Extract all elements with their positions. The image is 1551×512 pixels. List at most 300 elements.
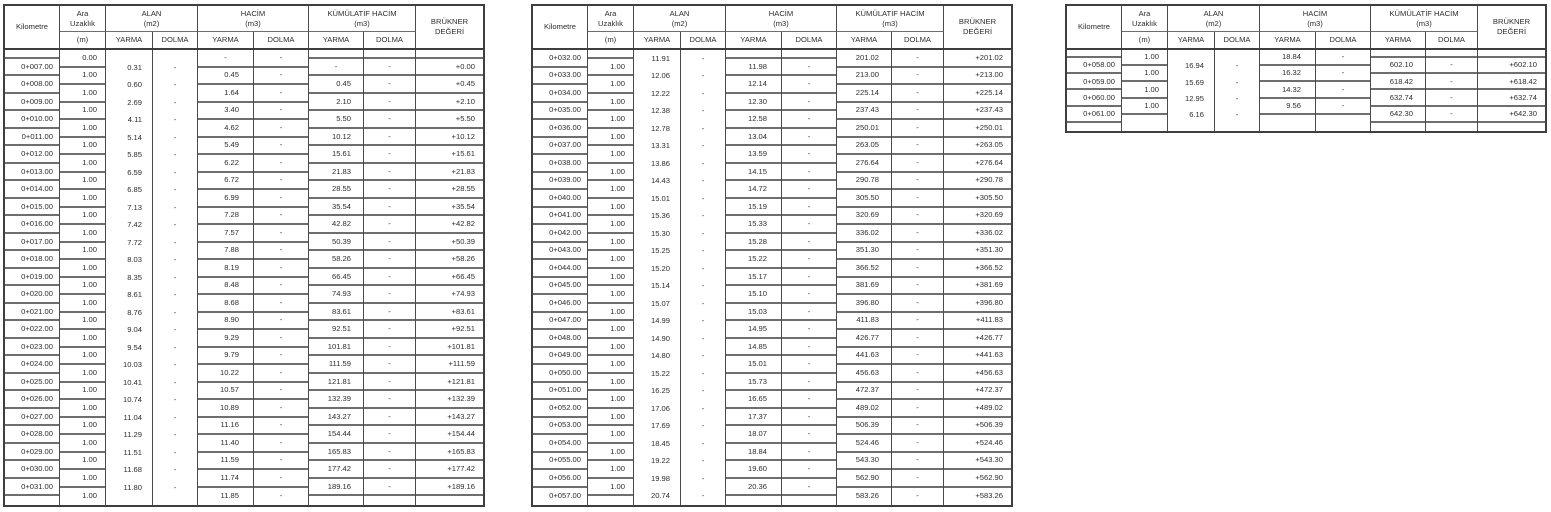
cell-kilometre: [5, 391, 59, 409]
cell-ara-uzaklik: [588, 59, 633, 77]
brukner-degeri-value: +562.90: [975, 472, 1003, 482]
cell-ara-uzaklik: [1122, 66, 1167, 82]
kumulatif-dolma-value: -: [388, 464, 391, 474]
cell-hacim-yarma: [1260, 66, 1315, 82]
header-alan-dolma: [153, 32, 198, 48]
alan-dolma-value: -: [173, 412, 177, 422]
cell-hacim-yarma: [198, 435, 253, 453]
cell-alan-dolma: [153, 50, 197, 59]
brukner-degeri-value: +396.80: [975, 297, 1003, 307]
alan-dolma-value: -: [173, 290, 177, 300]
kumulatif-yarma-value: 143.27: [327, 411, 351, 421]
ara-uzaklik-value: 1.00: [610, 219, 625, 229]
kumulatif-dolma-value: -: [388, 481, 391, 491]
header-dolma-label: DOLMA: [1437, 35, 1465, 45]
column-alan-dolma: [153, 50, 198, 505]
ara-uzaklik-value: 1.00: [82, 385, 97, 395]
hacim-dolma-value: -: [807, 446, 811, 456]
cell-kumulatif-dolma: [364, 111, 415, 129]
cell-hacim-yarma: [198, 190, 253, 208]
column-brukner-degeri: [944, 50, 1011, 505]
cell-hacim-dolma: [254, 85, 308, 103]
cell-kumulatif-dolma: [364, 129, 415, 147]
cell-kilometre: [533, 278, 587, 296]
alan-dolma-value: -: [701, 491, 705, 501]
header-yarma-label: YARMA: [212, 35, 239, 45]
cell-brukner-degeri: [944, 50, 1011, 68]
alan-yarma-value: 8.35: [127, 272, 142, 282]
header-ara-unit-label: (m): [1138, 35, 1151, 45]
column-kilometre: [5, 50, 60, 505]
cell-brukner-degeri: [416, 234, 483, 252]
cell-kumulatif-yarma: [837, 295, 891, 313]
cell-kumulatif-yarma: [837, 418, 891, 436]
header-dolma-label: DOLMA: [1329, 35, 1357, 45]
alan-yarma-value: 5.85: [127, 150, 142, 160]
cell-kumulatif-dolma: [364, 374, 415, 392]
kumulatif-dolma-value: -: [916, 87, 919, 97]
header-kilometre-label: Kilometre: [1077, 22, 1111, 32]
alan-dolma-value: -: [173, 325, 177, 335]
alan-yarma-value: 11.80: [123, 482, 142, 492]
brukner-degeri-value: +10.12: [451, 131, 475, 141]
hacim-yarma-value: 15.17: [747, 271, 767, 281]
alan-yarma-value: 17.69: [650, 421, 670, 431]
alan-yarma-value: 14.80: [650, 351, 670, 361]
hacim-yarma-value: 14.32: [1281, 84, 1301, 94]
hacim-yarma-value: 4.62: [224, 122, 239, 132]
cell-hacim-yarma: [198, 313, 253, 331]
kumulatif-yarma-value: 506.39: [855, 420, 879, 430]
cell-hacim-dolma: [254, 418, 308, 436]
ara-uzaklik-value: 1.00: [610, 341, 625, 351]
hacim-yarma-value: 11.74: [220, 472, 239, 482]
kumulatif-yarma-value: 456.63: [855, 367, 879, 377]
cell-hacim-yarma: [726, 374, 781, 392]
brukner-degeri-value: +642.30: [1509, 108, 1537, 118]
cell-alan-yarma: [106, 321, 152, 339]
cell-alan-yarma: [634, 488, 680, 506]
header-hacim-dolma: [782, 32, 837, 48]
alan-yarma-value: 15.69: [1184, 77, 1204, 87]
cell-hacim-yarma: [198, 418, 253, 436]
hacim-yarma-value: 12.58: [747, 114, 767, 124]
cell-kumulatif-dolma: [364, 391, 415, 409]
kilometre-value: 0+017.00: [21, 236, 53, 246]
cell-brukner-degeri: [416, 181, 483, 199]
brukner-degeri-value: +50.39: [451, 236, 475, 246]
header-kumulatif-yarma: [1371, 32, 1426, 48]
kilometre-value: 0+016.00: [21, 219, 53, 229]
alan-yarma-value: 12.22: [650, 88, 670, 98]
cell-hacim-yarma: [726, 129, 781, 147]
ara-uzaklik-value: 1.00: [610, 131, 625, 141]
ara-uzaklik-value: 1.00: [610, 166, 625, 176]
cell-alan-dolma: [153, 111, 197, 129]
kumulatif-dolma-value: -: [388, 341, 391, 351]
cell-kumulatif-dolma: [892, 85, 943, 103]
alan-dolma-value: -: [701, 316, 705, 326]
ara-uzaklik-value: 1.00: [82, 245, 97, 255]
header-hacim-unit: (m3): [1307, 18, 1323, 28]
hacim-yarma-value: 17.37: [747, 411, 767, 421]
column-hacim-yarma: [1260, 50, 1316, 131]
cell-kilometre: [5, 479, 59, 497]
header-hacim-group: [726, 6, 837, 32]
cell-kumulatif-dolma: [364, 269, 415, 287]
cell-brukner-degeri: [416, 94, 483, 112]
brukner-degeri-value: +583.26: [975, 491, 1003, 501]
header-ara-unit-label: (m): [76, 35, 89, 45]
cell-ara-uzaklik: [60, 295, 105, 313]
hacim-yarma-value: 18.84: [747, 446, 767, 456]
cell-hacim-dolma: [782, 251, 836, 269]
ara-uzaklik-value: 1.00: [82, 140, 97, 150]
cell-alan-dolma: [153, 356, 197, 374]
table-header: [533, 6, 1011, 50]
hacim-dolma-value: -: [1341, 100, 1345, 110]
cell-kumulatif-yarma: [309, 216, 363, 234]
alan-dolma-value: -: [701, 71, 705, 81]
cell-hacim-dolma: [782, 181, 836, 199]
cell-brukner-degeri: [1478, 50, 1545, 58]
alan-dolma-value: -: [701, 193, 705, 203]
kumulatif-dolma-value: -: [1450, 92, 1453, 102]
cell-kumulatif-yarma: [837, 488, 891, 506]
cell-hacim-dolma: [782, 164, 836, 182]
alan-yarma-value: 14.90: [650, 333, 670, 343]
hacim-yarma-value: 8.90: [224, 315, 239, 325]
cell-brukner-degeri: [416, 321, 483, 339]
cell-ara-uzaklik: [588, 496, 633, 505]
hacim-dolma-value: -: [807, 271, 811, 281]
cell-hacim-yarma: [726, 164, 781, 182]
hacim-yarma-value: 7.28: [224, 210, 239, 220]
ara-uzaklik-value: 1.00: [610, 464, 625, 474]
cell-alan-dolma: [681, 85, 725, 103]
ara-uzaklik-value: 1.00: [82, 87, 97, 97]
cell-kilometre: [5, 321, 59, 339]
kilometre-value: 0+044.00: [549, 262, 581, 272]
cell-hacim-yarma: [726, 111, 781, 129]
header-ara-unit: [60, 32, 106, 48]
cell-kumulatif-yarma: [309, 374, 363, 392]
kumulatif-yarma-value: 177.42: [327, 464, 351, 474]
cell-hacim-dolma: [254, 313, 308, 331]
cell-kumulatif-yarma: [1371, 58, 1425, 74]
alan-dolma-value: -: [701, 158, 705, 168]
cell-ara-uzaklik: [60, 208, 105, 226]
column-kumulatif-yarma: [837, 50, 892, 505]
cell-ara-uzaklik: [588, 199, 633, 217]
cell-brukner-degeri: [944, 418, 1011, 436]
kumulatif-yarma-value: 111.59: [328, 359, 351, 369]
kumulatif-yarma-value: 524.46: [855, 437, 879, 447]
kumulatif-dolma-value: -: [388, 254, 391, 264]
cell-alan-yarma: [634, 260, 680, 278]
hacim-yarma-value: 12.30: [747, 96, 767, 106]
brukner-degeri-value: +35.54: [451, 201, 475, 211]
header-yarma-label: YARMA: [1274, 35, 1301, 45]
cell-kilometre: [5, 251, 59, 269]
cell-hacim-dolma: [782, 216, 836, 234]
kumulatif-yarma-value: 263.05: [855, 140, 879, 150]
cell-brukner-degeri: [944, 435, 1011, 453]
header-brukner-line1: BRÜKNER: [958, 17, 997, 27]
kilometre-value: 0+024.00: [21, 359, 53, 369]
kilometre-value: 0+045.00: [549, 280, 581, 290]
cell-kumulatif-yarma: [309, 409, 363, 427]
kumulatif-dolma-value: -: [388, 184, 391, 194]
cell-kumulatif-dolma: [364, 409, 415, 427]
hacim-dolma-value: -: [807, 131, 811, 141]
brukner-degeri-value: +21.83: [451, 166, 475, 176]
ara-uzaklik-value: 1.00: [1144, 68, 1159, 78]
brukner-degeri-value: +506.39: [975, 420, 1003, 430]
alan-yarma-value: 12.38: [650, 106, 670, 116]
cell-ara-uzaklik: [1122, 50, 1167, 66]
header-brukner-line2: DEĞERİ: [434, 27, 465, 36]
cell-ara-uzaklik: [1122, 82, 1167, 98]
cell-alan-yarma: [106, 461, 152, 479]
ara-uzaklik-value: 1.00: [610, 79, 625, 89]
cell-alan-yarma: [106, 251, 152, 269]
alan-dolma-value: -: [701, 281, 705, 291]
cell-alan-dolma: [153, 94, 197, 112]
cell-ara-uzaklik: [60, 120, 105, 138]
alan-dolma-value: -: [701, 141, 705, 151]
cell-hacim-dolma: [254, 50, 308, 68]
hacim-yarma-value: 6.72: [224, 175, 239, 185]
cell-ara-uzaklik: [60, 278, 105, 296]
kumulatif-dolma-value: -: [388, 201, 391, 211]
column-hacim-yarma: [726, 50, 782, 505]
cell-hacim-dolma: [254, 278, 308, 296]
cell-brukner-degeri: [944, 400, 1011, 418]
cell-hacim-dolma: [254, 453, 308, 471]
cell-brukner-degeri: [416, 409, 483, 427]
cell-brukner-degeri: [416, 59, 483, 77]
cell-kilometre: [5, 444, 59, 462]
cell-alan-dolma: [681, 400, 725, 418]
kilometre-value: 0+053.00: [549, 420, 581, 430]
cell-brukner-degeri: [944, 173, 1011, 191]
cell-ara-uzaklik: [60, 243, 105, 261]
kilometre-value: 0+058.00: [1083, 60, 1115, 70]
column-kumulatif-dolma: [364, 50, 416, 505]
cell-kumulatif-dolma: [892, 313, 943, 331]
ara-uzaklik-value: 1.00: [82, 210, 97, 220]
cell-brukner-degeri: [944, 190, 1011, 208]
cell-hacim-yarma: [1260, 82, 1315, 98]
kumulatif-yarma-value: -: [334, 61, 338, 71]
cell-kumulatif-yarma: [309, 426, 363, 444]
ara-uzaklik-value: 1.00: [82, 157, 97, 167]
cell-hacim-yarma: [198, 120, 253, 138]
hacim-dolma-value: -: [279, 491, 283, 501]
cell-brukner-degeri: [416, 199, 483, 217]
cell-kumulatif-yarma: [837, 225, 891, 243]
brukner-degeri-value: +28.55: [451, 184, 475, 194]
cell-ara-uzaklik: [588, 50, 633, 59]
cell-ara-uzaklik: [60, 400, 105, 418]
cell-hacim-yarma: [198, 488, 253, 506]
cell-kumulatif-yarma: [837, 453, 891, 471]
ara-uzaklik-value: 1.00: [610, 114, 625, 124]
cell-kumulatif-dolma: [364, 321, 415, 339]
cell-ara-uzaklik: [588, 339, 633, 357]
kumulatif-yarma-value: 276.64: [855, 157, 879, 167]
ara-uzaklik-value: 1.00: [610, 429, 625, 439]
cell-alan-yarma: [634, 330, 680, 348]
cell-kumulatif-dolma: [892, 68, 943, 86]
header-brukner: [416, 6, 483, 48]
cell-hacim-yarma: [198, 383, 253, 401]
kumulatif-yarma-value: 121.81: [327, 376, 351, 386]
kilometre-value: 0+022.00: [21, 324, 53, 334]
kilometre-value: 0+007.00: [21, 61, 53, 71]
hacim-dolma-value: -: [807, 289, 811, 299]
cell-kumulatif-dolma: [1426, 90, 1477, 106]
cell-hacim-dolma: [254, 225, 308, 243]
kumulatif-yarma-value: 237.43: [855, 105, 879, 115]
column-hacim-dolma: [254, 50, 309, 505]
hacim-dolma-value: -: [807, 376, 811, 386]
cell-hacim-dolma: [254, 138, 308, 156]
cell-hacim-yarma: [1260, 50, 1315, 66]
cell-ara-uzaklik: [588, 444, 633, 462]
brukner-degeri-value: +632.74: [1509, 92, 1537, 102]
kumulatif-dolma-value: -: [388, 219, 391, 229]
column-alan-yarma: [634, 50, 681, 505]
alan-yarma-value: 6.16: [1189, 109, 1204, 119]
kilometre-value: 0+057.00: [549, 491, 581, 501]
cell-kilometre: [533, 365, 587, 383]
brukner-degeri-value: +2.10: [455, 96, 475, 106]
cell-hacim-dolma: [254, 173, 308, 191]
kilometre-value: 0+047.00: [549, 315, 581, 325]
kumulatif-dolma-value: -: [916, 332, 919, 342]
cell-hacim-yarma: [198, 208, 253, 226]
kumulatif-yarma-value: 165.83: [327, 446, 351, 456]
cell-hacim-yarma: [726, 479, 781, 497]
cell-kumulatif-yarma: [837, 68, 891, 86]
cell-hacim-yarma: [726, 286, 781, 304]
hacim-yarma-value: 13.59: [747, 149, 767, 159]
alan-dolma-value: -: [701, 228, 705, 238]
kumulatif-yarma-value: 472.37: [855, 385, 879, 395]
brukner-degeri-value: +154.44: [447, 429, 475, 439]
kilometre-value: 0+046.00: [549, 297, 581, 307]
hacim-yarma-value: 18.07: [747, 429, 767, 439]
cell-ara-uzaklik: [60, 85, 105, 103]
kumulatif-yarma-value: 101.81: [327, 341, 351, 351]
cell-kilometre: [533, 138, 587, 156]
kumulatif-yarma-value: 5.50: [336, 114, 351, 124]
alan-dolma-value: -: [173, 150, 177, 160]
ara-uzaklik-value: 1.00: [82, 315, 97, 325]
cell-brukner-degeri: [944, 365, 1011, 383]
alan-dolma-value: -: [173, 482, 177, 492]
kumulatif-dolma-value: -: [916, 245, 919, 255]
alan-dolma-value: -: [173, 97, 177, 107]
cell-alan-dolma: [681, 50, 725, 68]
cell-alan-yarma: [634, 155, 680, 173]
alan-yarma-value: 8.61: [127, 290, 142, 300]
alan-yarma-value: 5.14: [127, 132, 142, 142]
cell-kumulatif-dolma: [364, 59, 415, 77]
cell-ara-uzaklik: [588, 111, 633, 129]
cell-kumulatif-yarma: [309, 199, 363, 217]
cell-alan-yarma: [106, 391, 152, 409]
hacim-dolma-value: -: [807, 114, 811, 124]
cell-ara-uzaklik: [60, 260, 105, 278]
cell-brukner-degeri: [944, 383, 1011, 401]
hacim-yarma-value: 7.57: [224, 227, 239, 237]
kilometre-value: 0+048.00: [549, 332, 581, 342]
hacim-dolma-value: -: [807, 149, 811, 159]
hacim-yarma-value: 15.03: [747, 306, 767, 316]
hacim-dolma-value: -: [1341, 84, 1345, 94]
column-kumulatif-yarma: [309, 50, 364, 505]
cell-kumulatif-dolma: [892, 260, 943, 278]
cell-kilometre: [533, 173, 587, 191]
brukner-degeri-value: +83.61: [451, 306, 475, 316]
kilometre-value: 0+040.00: [549, 192, 581, 202]
cell-alan-dolma: [153, 129, 197, 147]
kumulatif-dolma-value: -: [1450, 108, 1453, 118]
cell-kilometre: [5, 339, 59, 357]
kumulatif-dolma-value: -: [388, 96, 391, 106]
cell-brukner-degeri: [944, 488, 1011, 506]
cell-kilometre: [5, 304, 59, 322]
cell-kumulatif-yarma: [309, 251, 363, 269]
cell-kilometre: [533, 103, 587, 121]
cell-ara-uzaklik: [60, 173, 105, 191]
cell-ara-uzaklik: [60, 365, 105, 383]
brukner-degeri-value: +472.37: [975, 385, 1003, 395]
cell-ara-uzaklik: [588, 409, 633, 427]
cell-kilometre: [5, 496, 59, 505]
hacim-yarma-value: 20.36: [747, 481, 767, 491]
cell-alan-yarma: [634, 348, 680, 366]
cell-kumulatif-dolma: [364, 496, 415, 505]
kumulatif-yarma-value: 213.00: [855, 70, 879, 80]
cell-kumulatif-dolma: [892, 488, 943, 506]
kumulatif-dolma-value: -: [916, 262, 919, 272]
cell-alan-dolma: [681, 120, 725, 138]
kumulatif-yarma-value: 305.50: [855, 192, 879, 202]
cell-hacim-dolma: [782, 444, 836, 462]
hacim-yarma-value: 9.29: [224, 332, 239, 342]
brukner-degeri-value: +411.83: [975, 315, 1003, 325]
header-alan-unit: (m2): [1205, 18, 1222, 28]
ara-uzaklik-value: 1.00: [82, 192, 97, 202]
cell-kumulatif-yarma: [837, 278, 891, 296]
brukner-degeri-value: +237.43: [975, 105, 1003, 115]
alan-dolma-value: -: [701, 403, 705, 413]
kumulatif-yarma-value: 396.80: [855, 297, 879, 307]
brukner-degeri-value: +92.51: [451, 324, 475, 334]
alan-yarma-value: 11.91: [651, 53, 670, 63]
column-kumulatif-yarma: [1371, 50, 1426, 131]
cell-kumulatif-yarma: [1371, 107, 1425, 123]
cell-hacim-yarma: [726, 50, 781, 59]
cell-hacim-yarma: [726, 461, 781, 479]
cell-kumulatif-yarma: [837, 260, 891, 278]
cell-kumulatif-yarma: [309, 321, 363, 339]
hacim-dolma-value: -: [807, 359, 811, 369]
